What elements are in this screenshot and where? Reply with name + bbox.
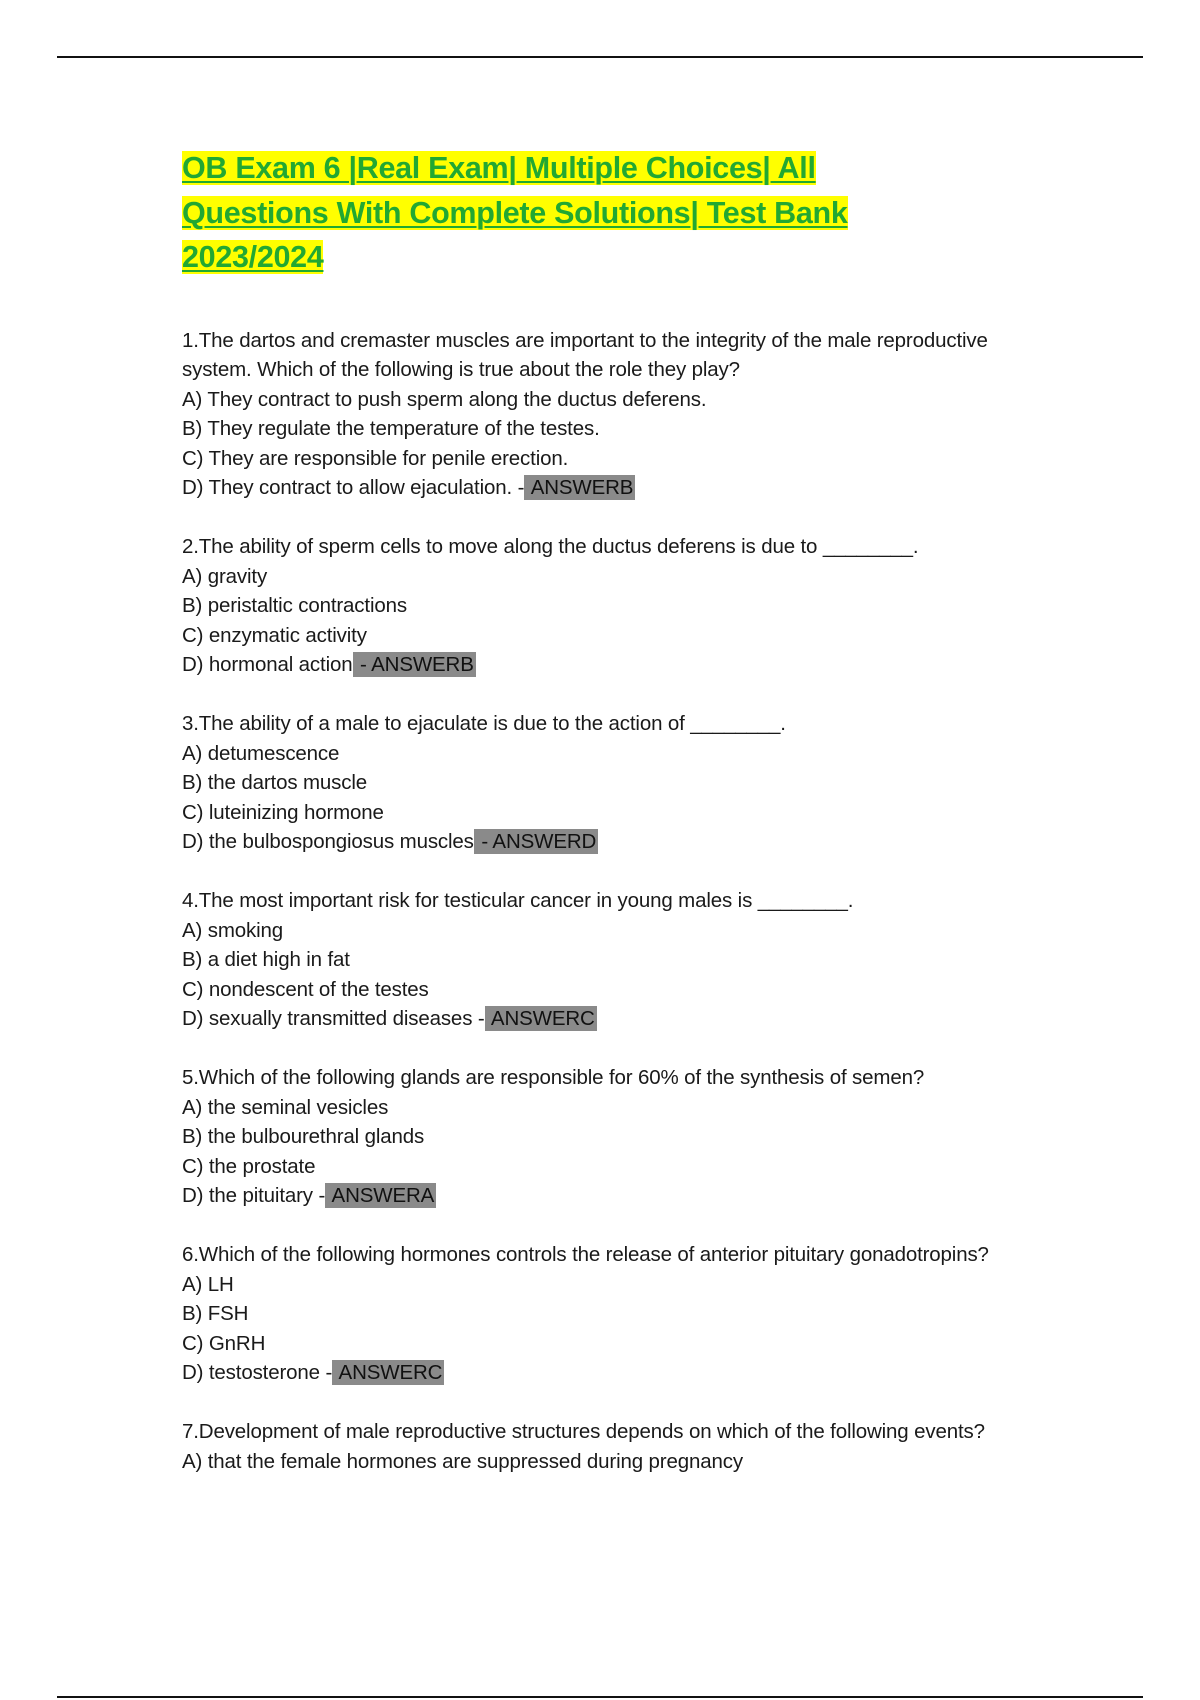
- option-a: A) LH: [182, 1272, 234, 1296]
- option-b: B) the bulbourethral glands: [182, 1125, 425, 1149]
- option-b: B) a diet high in fat: [182, 948, 350, 972]
- option-d: [182, 1358, 1042, 1388]
- title-line: Questions With Complete Solutions| Test Bank: [182, 195, 848, 230]
- option-c: C) the prostate: [182, 1154, 316, 1178]
- footer-rule: [57, 1696, 1143, 1698]
- option-a: A) They contract to push sperm along the ductus deferens.: [182, 387, 707, 411]
- option-d: [182, 1004, 1042, 1034]
- question-3: [182, 709, 1042, 857]
- option-d-text: D) sexually transmitted diseases -: [182, 1007, 485, 1031]
- option-a: A) the seminal vesicles: [182, 1095, 389, 1119]
- question-stem: 2.The ability of sperm cells to move along the ductus deferens is due to ________.: [182, 535, 919, 559]
- option-b: B) the dartos muscle: [182, 771, 367, 795]
- question-stem: 1.The dartos and cremaster muscles are important to the integrity of the male reproductive system. Which of the following is true about the role they play?: [182, 328, 988, 382]
- option-b: B) peristaltic contractions: [182, 594, 407, 618]
- document-body: [182, 146, 1042, 1505]
- answer-highlight: - ANSWERD: [475, 830, 597, 854]
- title-line: 2023/2024: [182, 240, 324, 274]
- answer-highlight: ANSWERA: [327, 1184, 435, 1208]
- question-stem: 4.The most important risk for testicular cancer in young males is ________.: [182, 889, 854, 912]
- option-d-text: D) the bulbospongiosus muscles: [182, 830, 474, 854]
- option-d: [182, 473, 1042, 503]
- answer-highlight: ANSWERC: [334, 1361, 443, 1385]
- question-stem: 7.Development of male reproductive structures depends on which of the following events?: [182, 1419, 985, 1443]
- question-5: [182, 1063, 1042, 1211]
- question-stem: 5.Which of the following glands are responsible for 60% of the synthesis of semen?: [182, 1065, 925, 1089]
- header-rule: [57, 56, 1143, 58]
- option-d-text: D) testosterone -: [182, 1361, 333, 1385]
- answer-highlight: ANSWERB: [526, 476, 634, 500]
- option-d-text: D) hormonal action: [182, 653, 353, 677]
- option-d: [182, 1181, 1042, 1211]
- answer-highlight: - ANSWERB: [354, 653, 474, 677]
- option-c: C) GnRH: [182, 1331, 266, 1355]
- question-1: [182, 326, 1042, 504]
- option-b: B) They regulate the temperature of the testes.: [182, 417, 600, 441]
- option-d-text: D) They contract to allow ejaculation. -: [182, 476, 525, 500]
- option-a: A) detumescence: [182, 741, 340, 765]
- option-c: C) enzymatic activity: [182, 623, 367, 647]
- question-7: [182, 1417, 1042, 1476]
- option-a: A) that the female hormones are suppressed during pregnancy: [182, 1449, 743, 1473]
- option-a: A) gravity: [182, 564, 268, 588]
- question-stem: 6.Which of the following hormones controls the release of anterior pituitary gonadotropins?: [182, 1242, 989, 1266]
- question-2: [182, 532, 1042, 680]
- option-d: [182, 650, 1042, 680]
- option-b: B) FSH: [182, 1302, 249, 1326]
- option-c: C) They are responsible for penile erection.: [182, 446, 569, 470]
- question-4: [182, 886, 1042, 1034]
- option-a: A) smoking: [182, 918, 284, 942]
- question-stem: 3.The ability of a male to ejaculate is due to the action of ________.: [182, 712, 786, 736]
- option-d: [182, 827, 1042, 857]
- question-6: [182, 1240, 1042, 1388]
- option-c: C) nondescent of the testes: [182, 977, 429, 1001]
- answer-highlight: ANSWERC: [486, 1007, 595, 1031]
- document-title: [182, 146, 1042, 280]
- title-line: OB Exam 6 |Real Exam| Multiple Choices| All: [182, 151, 816, 185]
- option-c: C) luteinizing hormone: [182, 800, 384, 824]
- option-d-text: D) the pituitary -: [182, 1184, 326, 1208]
